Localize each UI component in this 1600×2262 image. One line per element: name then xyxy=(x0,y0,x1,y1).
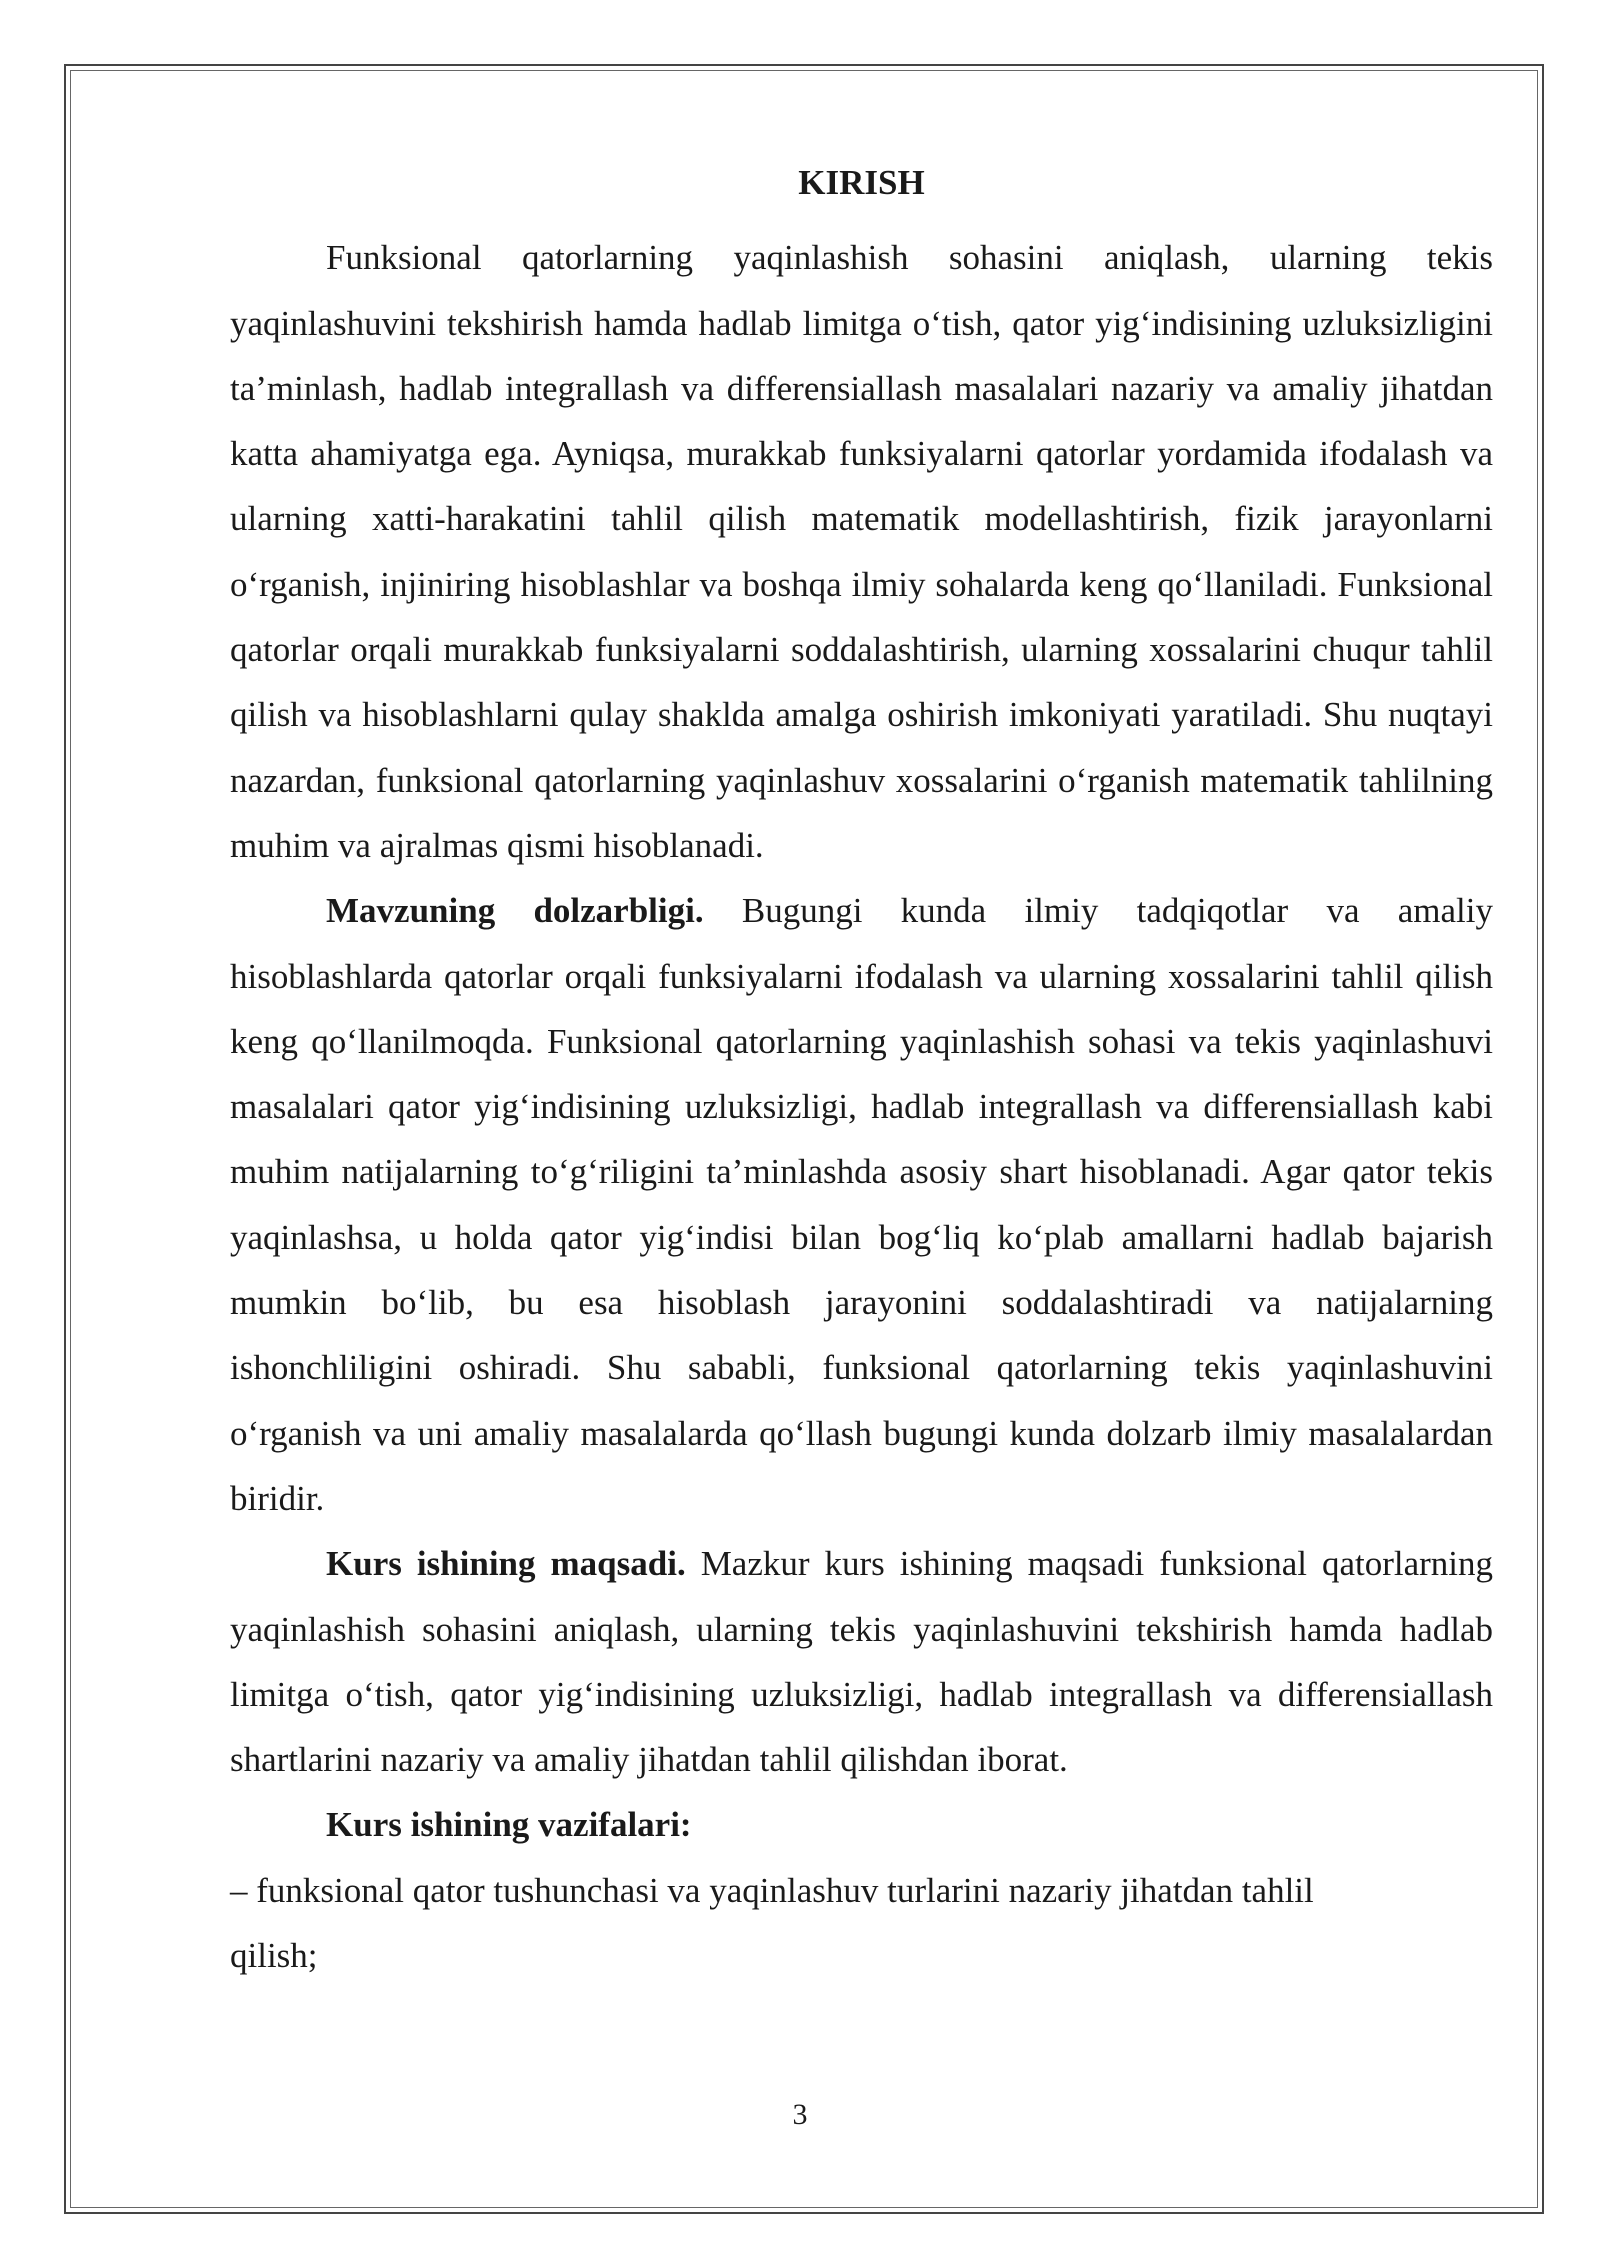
task-item xyxy=(230,1858,1493,1989)
intro-text: Funksional qatorlarning yaqinlashish sohasini aniqlash, ularning tekis yaqinlashuvini tekshirish hamda hadlab limitga o‘tish, qator yig‘indisining uzluksizligini ta’minlash, hadlab integrallash va differensiallash masalalari nazariy va amaliy jihatdan katta ahamiyatga ega. Ayniqsa, murakkab funksiyalarni qatorlar yordamida ifodalash va ularning xatti-harakatini tahlil qilish matematik modellashtirish, fizik jarayonlarni o‘rganish, injiniring hisoblashlar va boshqa ilmiy sohalarda keng qo‘llaniladi. Funksional qatorlar orqali murakkab funksiyalarni soddalashtirish, ularning xossalarini chuqur tahlil qilish va hisoblashlarni qulay shaklda amalga oshirish imkoniyati yaratiladi. Shu nuqtayi nazardan, funksional qatorlarning yaqinlashuv xossalarini o‘rganish matematik tahlilning muhim va ajralmas qismi hisoblanadi. xyxy=(230,238,1493,865)
task-item-line-2: qilish; xyxy=(230,1936,318,1976)
goal-paragraph xyxy=(230,1531,1493,1792)
goal-heading: Kurs ishining maqsadi. xyxy=(326,1544,686,1584)
task-item-line-1: – funksional qator tushunchasi va yaqinlashuv turlarini nazariy jihatdan tahlil xyxy=(230,1870,1314,1910)
relevance-heading: Mavzuning dolzarbligi. xyxy=(326,891,704,931)
goal-text: Mazkur kurs ishining maqsadi funksional qatorlarning yaqinlashish sohasini aniqlash, ularning tekis yaqinlashuvini tekshirish hamda hadlab limitga o‘tish, qator yig‘indisining uzluksizligi, hadlab integrallash va differensiallash shartlarini nazariy va amaliy jihatdan tahlil qilishdan iborat. xyxy=(230,1544,1493,1780)
tasks-heading-paragraph xyxy=(230,1792,1493,1857)
page-number: 3 xyxy=(792,2098,808,2131)
relevance-paragraph xyxy=(230,878,1493,1531)
section-title: KIRISH xyxy=(798,163,925,202)
relevance-text: Bugungi kunda ilmiy tadqiqotlar va amaliy hisoblashlarda qatorlar orqali funksiyalarni ifodalash va ularning xossalarini tahlil qilish keng qo‘llanilmoqda. Funksional qatorlarning yaqinlashish sohasi va tekis yaqinlashuvi masalalari qator yig‘indisining uzluksizligi, hadlab integrallash va differensiallash kabi muhim natijalarning to‘g‘riligini ta’minlashda asosiy shart hisoblanadi. Agar qator tekis yaqinlashsa, u holda qator yig‘indisi bilan bog‘liq ko‘plab amallarni hadlab bajarish mumkin bo‘lib, bu esa hisoblash jarayonini soddalashtiradi va natijalarning ishonchliligini oshiradi. Shu sababli, funksional qatorlarning tekis yaqinlashuvini o‘rganish va uni amaliy masalalarda qo‘llash bugungi kunda dolzarb ilmiy masalalardan biridir. xyxy=(230,891,1493,1518)
tasks-heading: Kurs ishining vazifalari: xyxy=(326,1805,692,1845)
document-body xyxy=(230,150,1493,1988)
intro-paragraph xyxy=(230,225,1493,878)
